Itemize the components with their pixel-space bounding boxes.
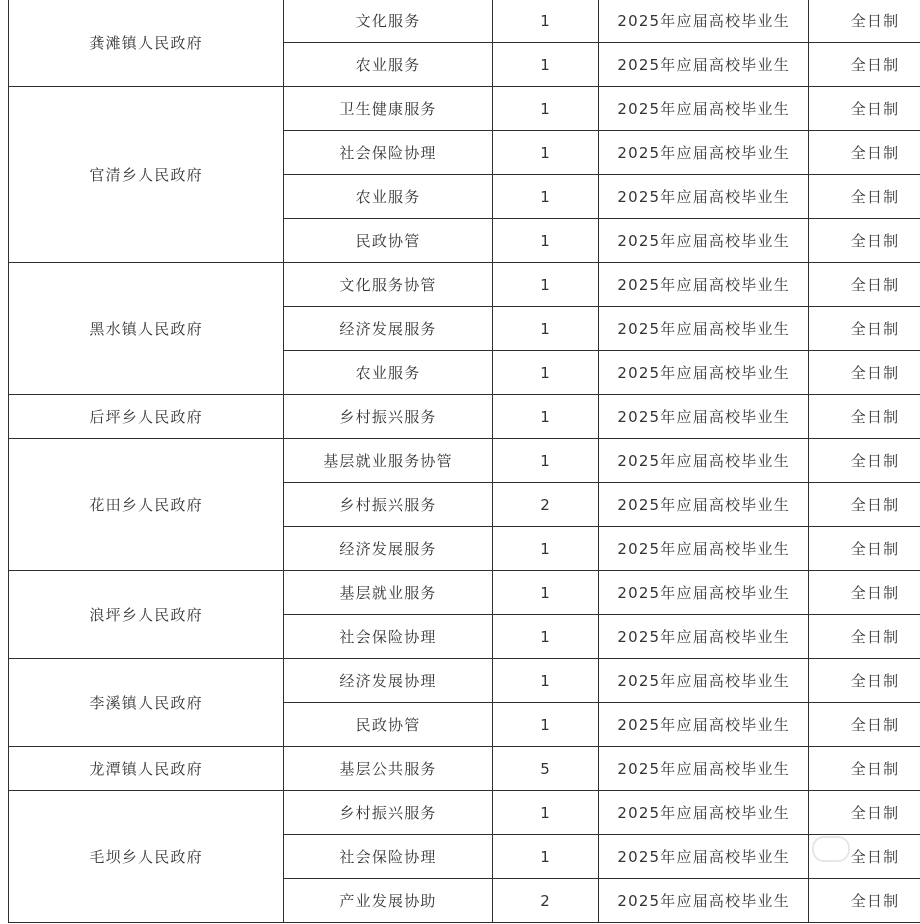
study-type-cell: 全日制 bbox=[808, 527, 920, 571]
post-cell: 乡村振兴服务 bbox=[284, 483, 493, 527]
post-cell: 文化服务协管 bbox=[284, 263, 493, 307]
requirement-cell: 2025年应届高校毕业生 bbox=[599, 835, 809, 879]
unit-cell: 毛坝乡人民政府 bbox=[9, 791, 284, 923]
unit-cell: 后坪乡人民政府 bbox=[9, 395, 284, 439]
study-type-cell: 全日制 bbox=[808, 659, 920, 703]
requirement-cell: 2025年应届高校毕业生 bbox=[599, 307, 809, 351]
count-cell: 2 bbox=[492, 483, 598, 527]
requirement-cell: 2025年应届高校毕业生 bbox=[599, 659, 809, 703]
study-type-cell: 全日制 bbox=[808, 747, 920, 791]
study-type-cell: 全日制 bbox=[808, 395, 920, 439]
count-cell: 1 bbox=[492, 219, 598, 263]
post-cell: 农业服务 bbox=[284, 175, 493, 219]
unit-cell: 浪坪乡人民政府 bbox=[9, 571, 284, 659]
study-type-cell: 全日制 bbox=[808, 791, 920, 835]
requirement-cell: 2025年应届高校毕业生 bbox=[599, 571, 809, 615]
count-cell: 1 bbox=[492, 175, 598, 219]
study-type-cell: 全日制 bbox=[808, 87, 920, 131]
unit-cell: 官清乡人民政府 bbox=[9, 87, 284, 263]
recruitment-table bbox=[8, 0, 920, 923]
post-cell: 社会保险协理 bbox=[284, 131, 493, 175]
count-cell: 1 bbox=[492, 615, 598, 659]
requirement-cell: 2025年应届高校毕业生 bbox=[599, 747, 809, 791]
count-cell: 1 bbox=[492, 439, 598, 483]
requirement-cell: 2025年应届高校毕业生 bbox=[599, 219, 809, 263]
count-cell: 1 bbox=[492, 703, 598, 747]
count-cell: 1 bbox=[492, 835, 598, 879]
table-row bbox=[9, 0, 920, 43]
study-type-cell: 全日制 bbox=[808, 263, 920, 307]
post-cell: 经济发展服务 bbox=[284, 527, 493, 571]
requirement-cell: 2025年应届高校毕业生 bbox=[599, 703, 809, 747]
table-row bbox=[9, 659, 920, 703]
count-cell: 2 bbox=[492, 879, 598, 923]
study-type-cell: 全日制 bbox=[808, 615, 920, 659]
study-type-cell: 全日制 bbox=[808, 43, 920, 87]
requirement-cell: 2025年应届高校毕业生 bbox=[599, 527, 809, 571]
study-type-cell: 全日制 bbox=[808, 131, 920, 175]
requirement-cell: 2025年应届高校毕业生 bbox=[599, 0, 809, 43]
post-cell: 卫生健康服务 bbox=[284, 87, 493, 131]
count-cell: 1 bbox=[492, 571, 598, 615]
requirement-cell: 2025年应届高校毕业生 bbox=[599, 43, 809, 87]
unit-cell: 龚滩镇人民政府 bbox=[9, 0, 284, 87]
post-cell: 农业服务 bbox=[284, 351, 493, 395]
count-cell: 1 bbox=[492, 659, 598, 703]
requirement-cell: 2025年应届高校毕业生 bbox=[599, 263, 809, 307]
post-cell: 民政协管 bbox=[284, 219, 493, 263]
unit-cell: 龙潭镇人民政府 bbox=[9, 747, 284, 791]
requirement-cell: 2025年应届高校毕业生 bbox=[599, 439, 809, 483]
study-type-cell: 全日制 bbox=[808, 439, 920, 483]
count-cell: 1 bbox=[492, 43, 598, 87]
count-cell: 1 bbox=[492, 527, 598, 571]
post-cell: 社会保险协理 bbox=[284, 835, 493, 879]
post-cell: 农业服务 bbox=[284, 43, 493, 87]
study-type-cell: 全日制 bbox=[808, 879, 920, 923]
post-cell: 民政协管 bbox=[284, 703, 493, 747]
table-row bbox=[9, 791, 920, 835]
study-type-cell: 全日制 bbox=[808, 483, 920, 527]
count-cell: 1 bbox=[492, 791, 598, 835]
count-cell: 1 bbox=[492, 351, 598, 395]
table-row bbox=[9, 747, 920, 791]
requirement-cell: 2025年应届高校毕业生 bbox=[599, 483, 809, 527]
count-cell: 1 bbox=[492, 0, 598, 43]
study-type-cell: 全日制 bbox=[808, 351, 920, 395]
post-cell: 乡村振兴服务 bbox=[284, 395, 493, 439]
requirement-cell: 2025年应届高校毕业生 bbox=[599, 791, 809, 835]
count-cell: 1 bbox=[492, 263, 598, 307]
requirement-cell: 2025年应届高校毕业生 bbox=[599, 175, 809, 219]
requirement-cell: 2025年应届高校毕业生 bbox=[599, 879, 809, 923]
study-type-cell: 全日制 bbox=[808, 703, 920, 747]
count-cell: 1 bbox=[492, 131, 598, 175]
post-cell: 基层就业服务协管 bbox=[284, 439, 493, 483]
study-type-cell: 全日制 bbox=[808, 571, 920, 615]
requirement-cell: 2025年应届高校毕业生 bbox=[599, 395, 809, 439]
post-cell: 社会保险协理 bbox=[284, 615, 493, 659]
requirement-cell: 2025年应届高校毕业生 bbox=[599, 131, 809, 175]
study-type-cell: 全日制 bbox=[808, 175, 920, 219]
table-row bbox=[9, 439, 920, 483]
count-cell: 5 bbox=[492, 747, 598, 791]
study-type-cell: 全日制 bbox=[808, 219, 920, 263]
count-cell: 1 bbox=[492, 307, 598, 351]
post-cell: 基层公共服务 bbox=[284, 747, 493, 791]
post-cell: 文化服务 bbox=[284, 0, 493, 43]
unit-cell: 花田乡人民政府 bbox=[9, 439, 284, 571]
unit-cell: 黑水镇人民政府 bbox=[9, 263, 284, 395]
table-row bbox=[9, 395, 920, 439]
count-cell: 1 bbox=[492, 87, 598, 131]
table-row bbox=[9, 571, 920, 615]
study-type-cell: 全日制 bbox=[808, 0, 920, 43]
unit-cell: 李溪镇人民政府 bbox=[9, 659, 284, 747]
study-type-cell: 全日制 bbox=[808, 307, 920, 351]
post-cell: 基层就业服务 bbox=[284, 571, 493, 615]
requirement-cell: 2025年应届高校毕业生 bbox=[599, 615, 809, 659]
post-cell: 经济发展协理 bbox=[284, 659, 493, 703]
table-row bbox=[9, 87, 920, 131]
table-body bbox=[9, 0, 920, 923]
count-cell: 1 bbox=[492, 395, 598, 439]
table-row bbox=[9, 263, 920, 307]
study-type-cell: 全日制 bbox=[808, 835, 920, 879]
post-cell: 产业发展协助 bbox=[284, 879, 493, 923]
post-cell: 乡村振兴服务 bbox=[284, 791, 493, 835]
requirement-cell: 2025年应届高校毕业生 bbox=[599, 87, 809, 131]
post-cell: 经济发展服务 bbox=[284, 307, 493, 351]
requirement-cell: 2025年应届高校毕业生 bbox=[599, 351, 809, 395]
